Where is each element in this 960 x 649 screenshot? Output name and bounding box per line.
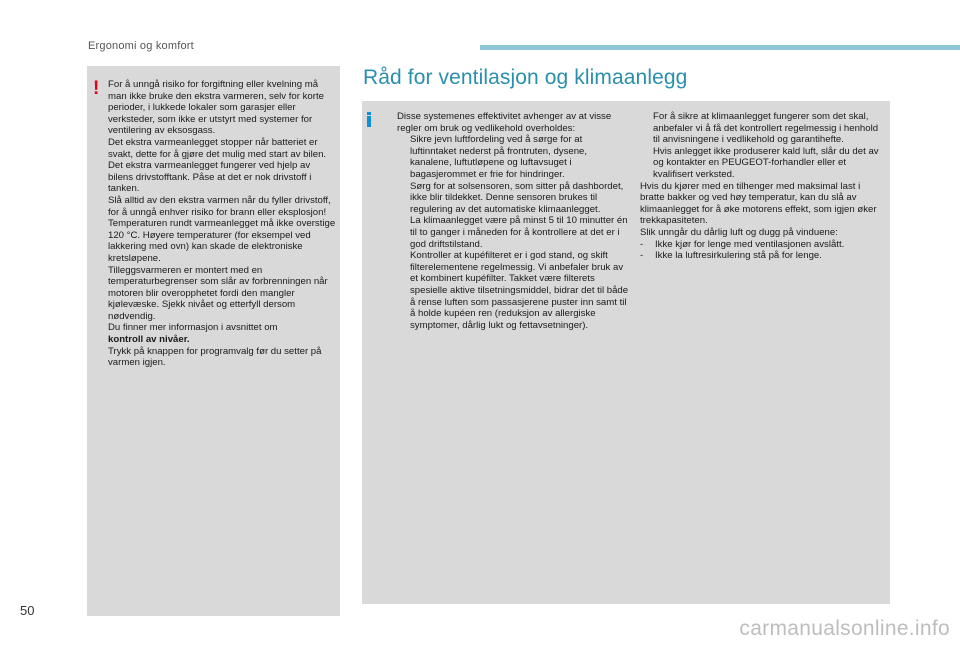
trailer-text: Hvis du kjører med en tilhenger med maksimal last i bratte bakker og ved høy temperatur, kan du slå av klimaanlegget for å øke motorens effekt, som igjen øker trekkapasiteten. bbox=[640, 180, 877, 227]
info-icon bbox=[367, 112, 371, 127]
intro-text: Disse systemenes effektivitet avhenger av at visse regler om bruk og vedlikehold overholdes: bbox=[397, 111, 612, 134]
warning-paragraph: Temperaturen rundt varmeanlegget må ikke overstige 120 °C. Høyere temperaturer (for eksempel ved lakkering med ovn) kan skade de elektroniske kretsløpene. bbox=[108, 218, 336, 264]
list-item: Sørg for at solsensoren, som sitter på dashbordet, ikke blir tildekket. Denne sensoren brukes til regulering av det automatiske klimaanlegget. bbox=[410, 180, 624, 215]
info-panel bbox=[362, 101, 890, 604]
header-accent-bar bbox=[480, 45, 960, 50]
section-title: Råd for ventilasjon og klimaanlegg bbox=[363, 66, 688, 89]
list-item: - Ikke kjør for lenge med ventilasjonen avslått. bbox=[640, 238, 845, 250]
warning-paragraph: Trykk på knappen for programvalg før du setter på varmen igjen. bbox=[108, 345, 322, 369]
warning-paragraph: Det ekstra varmeanlegget stopper når batteriet er svakt, dette for å gjøre det mulig med start av bilen. bbox=[108, 136, 327, 160]
list-item: Sikre jevn luftfordeling ved å sørge for at luftinntaket nederst på frontruten, dysene, kanalene, luftutløpene og luftavsuget i bagasjerommet er frie for hindringer. bbox=[410, 134, 588, 180]
list-item: Hvis anlegget ikke produserer kald luft, slår du det av og kontakter en PEUGEOT-forhandler eller et kvalifisert verksted. bbox=[653, 145, 879, 180]
info-column-right bbox=[640, 111, 882, 262]
dash-marker: - bbox=[640, 238, 644, 250]
list-item: Kontroller at kupéfilteret er i god stand, og skift filterelementene regelmessig. Vi anbefaler bruk av et kombinert kupéfilter. Takket være filterets spesielle aktive tilsetningsmiddel, bidrar det til både å rense luften som passasjerene puster inn samt til å holde kupéen ren (reduksjon av allergiske symptomer, dårlig lukt og fettavsetninger). bbox=[410, 250, 629, 331]
warning-paragraph: Du finner mer informasjon i avsnittet om bbox=[108, 322, 278, 334]
dash-marker: - bbox=[640, 250, 644, 262]
warning-paragraph: Tilleggsvarmeren er montert med en temperaturbegrenser som slår av forbrenningen når motoren blir overopphetet fordi den mangler kjølevæske. Sjekk nivået og etterfyll dersom nødvendig. bbox=[108, 264, 328, 322]
warning-paragraph: Det ekstra varmeanlegget fungerer ved hjelp av bilens drivstofftank. Påse at det er nok drivstoff i tanken. bbox=[108, 160, 312, 195]
exclamation-icon: ! bbox=[93, 78, 100, 99]
list-item: For å sikre at klimaanlegget fungerer som det skal, anbefaler vi å få det kontrollert regelmessig i henhold til anvisningene i vedlikehold og garantihefte. bbox=[653, 111, 879, 146]
warning-reference-link: kontroll av nivåer. bbox=[108, 334, 190, 346]
list-item: - Ikke la luftresirkulering stå på for lenge. bbox=[640, 250, 822, 262]
chapter-title: Ergonomi og komfort bbox=[88, 40, 194, 52]
page-number: 50 bbox=[20, 603, 35, 618]
watermark: carmanualsonline.info bbox=[739, 617, 950, 640]
warning-text bbox=[108, 79, 336, 369]
mist-text: Slik unngår du dårlig luft og dugg på vinduene: bbox=[640, 226, 838, 238]
info-column-left bbox=[397, 111, 629, 331]
warning-panel bbox=[87, 66, 340, 616]
list-item: La klimaanlegget være på minst 5 til 10 minutter én til to ganger i måneden for å kontrollere at det er i god driftstilstand. bbox=[410, 215, 628, 250]
warning-paragraph: For å unngå risiko for forgiftning eller kvelning må man ikke bruke den ekstra varmeren, selv for korte perioder, i lukkede lokaler som garasjer eller verksteder, som ikke er utstyrt med systemer for ventilering av eksosgass. bbox=[108, 79, 324, 137]
warning-paragraph: Slå alltid av den ekstra varmen når du fyller drivstoff, for å unngå enhver risiko for brann eller eksplosjon! bbox=[108, 194, 331, 218]
